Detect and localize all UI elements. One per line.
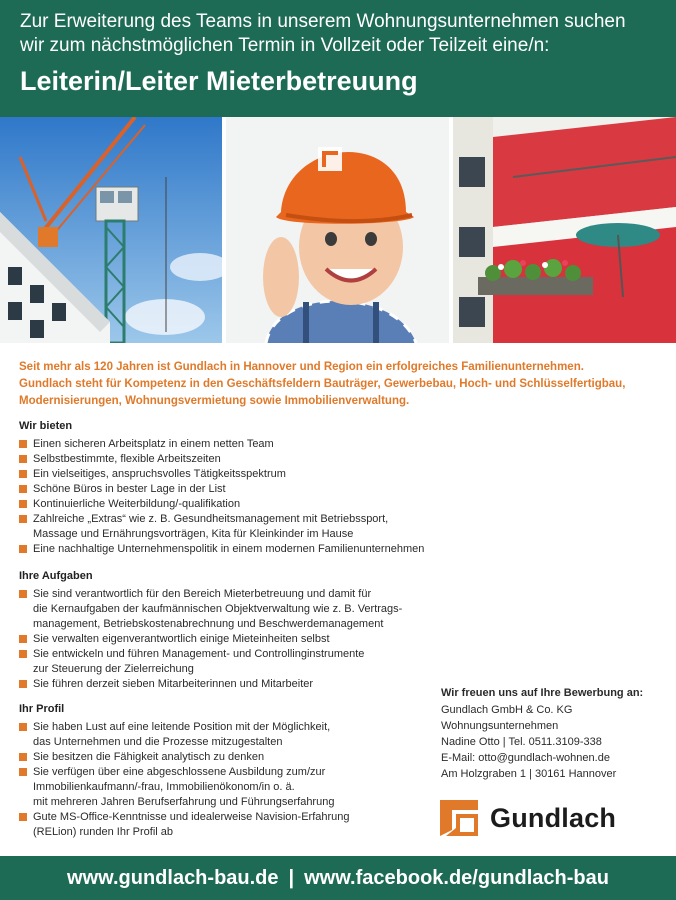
list-item: Sie besitzen die Fähigkeit analytisch zu denken <box>19 750 439 765</box>
contact-company: Gundlach GmbH & Co. KG <box>441 704 573 716</box>
section-wir-bieten <box>19 419 459 557</box>
section-profil <box>19 702 439 840</box>
list-item <box>19 647 459 677</box>
list-item-line: die Kernaufgaben der kaufmännischen Objektverwaltung wie z. B. Vertrags- <box>33 603 403 615</box>
photo-strip <box>0 117 676 343</box>
list-item-line: Massage und Ernährungsvorträgen, Kita für Kleinkinder im Hause <box>33 528 354 540</box>
list-item <box>19 810 439 840</box>
crane-photo <box>0 117 222 343</box>
list-item-line: zur Steuerung der Zielerreichung <box>33 663 194 675</box>
list-item <box>19 512 459 542</box>
list-item-line: Sie sind verantwortlich für den Bereich Mieterbetreuung und damit für <box>33 588 372 600</box>
company-intro-line-2: Gundlach steht für Kompetenz in den Geschäftsfeldern Bauträger, Gewerbebau, Hoch- und Schlüsselfertigbau, <box>19 378 626 390</box>
profile-list <box>19 720 439 840</box>
list-item-line: management, Betriebskostenabrechnung und Beschwerdemanagement <box>33 618 384 630</box>
list-item: Eine nachhaltige Unternehmenspolitik in einem modernen Familienunternehmen <box>19 542 459 557</box>
tasks-list <box>19 587 459 692</box>
contact-email[interactable]: E-Mail: otto@gundlach-wohnen.de <box>441 752 610 764</box>
company-intro-line-1: Seit mehr als 120 Jahren ist Gundlach in Hannover und Region ein erfolgreiches Familienunternehmen. <box>19 361 584 373</box>
footer-separator: | <box>288 867 295 889</box>
intro-line-1: Zur Erweiterung des Teams in unserem Wohnungsunternehmen suchen <box>20 11 626 32</box>
section-heading: Ihre Aufgaben <box>19 570 93 582</box>
section-heading: Ihr Profil <box>19 703 65 715</box>
section-heading: Wir bieten <box>19 420 73 432</box>
logo-wordmark: Gundlach <box>490 803 617 833</box>
list-item <box>19 587 459 632</box>
list-item: Schöne Büros in bester Lage in der List <box>19 482 459 497</box>
gundlach-logo <box>440 800 650 836</box>
list-item-line: (RELion) runden Ihr Profil ab <box>33 826 174 838</box>
gundlach-logo-icon <box>440 800 478 836</box>
list-item-line: Sie haben Lust auf eine leitende Position mit der Möglichkeit, <box>33 721 331 733</box>
list-item <box>19 720 439 750</box>
list-item-line: das Unternehmen und die Prozesse mitzugestalten <box>33 736 283 748</box>
company-intro <box>19 359 659 410</box>
contact-address: Am Holzgraben 1 | 30161 Hannover <box>441 768 617 780</box>
facebook-link[interactable]: www.facebook.de/gundlach-bau <box>304 867 609 889</box>
company-intro-line-3: Modernisierungen, Wohnungsvermietung sowie Immobilienverwaltung. <box>19 395 410 407</box>
list-item-line: mit mehreren Jahren Berufserfahrung und Führungserfahrung <box>33 796 335 808</box>
list-item: Einen sicheren Arbeitsplatz in einem netten Team <box>19 437 459 452</box>
list-item-line: Sie entwickeln und führen Management- und Controllinginstrumente <box>33 648 365 660</box>
intro-text <box>20 10 656 58</box>
list-item: Sie führen derzeit sieben Mitarbeiterinnen und Mitarbeiter <box>19 677 459 692</box>
contact-division: Wohnungsunternehmen <box>441 720 559 732</box>
list-item-line: Sie verfügen über eine abgeschlossene Ausbildung zum/zur <box>33 766 326 778</box>
website-link[interactable]: www.gundlach-bau.de <box>67 867 279 889</box>
intro-line-2: wir zum nächstmöglichen Termin in Vollzeit oder Teilzeit eine/n: <box>20 35 550 56</box>
list-item <box>19 765 439 810</box>
building-balcony-photo <box>453 117 676 343</box>
list-item: Kontinuierliche Weiterbildung/-qualifikation <box>19 497 459 512</box>
contact-heading: Wir freuen uns auf Ihre Bewerbung an: <box>441 687 644 699</box>
benefits-list <box>19 437 459 557</box>
section-aufgaben <box>19 569 459 692</box>
footer-bar <box>0 856 676 900</box>
list-item: Ein vielseitiges, anspruchsvolles Tätigkeitsspektrum <box>19 467 459 482</box>
contact-block <box>441 685 661 782</box>
list-item: Selbstbestimmte, flexible Arbeitszeiten <box>19 452 459 467</box>
list-item-line: Gute MS-Office-Kenntnisse und idealerweise Navision-Erfahrung <box>33 811 350 823</box>
list-item-line: Zahlreiche „Extras“ wie z. B. Gesundheitsmanagement mit Betriebssport, <box>33 513 389 525</box>
child-helmet-photo <box>226 117 449 343</box>
contact-person-phone[interactable]: Nadine Otto | Tel. 0511.3109-338 <box>441 736 602 748</box>
job-title: Leiterin/Leiter Mieterbetreuung <box>20 66 418 96</box>
header-banner <box>0 0 676 117</box>
list-item-line: Immobilienkaufmann/-frau, Immobilienökonom/in o. ä. <box>33 781 295 793</box>
list-item: Sie verwalten eigenverantwortlich einige Mieteinheiten selbst <box>19 632 459 647</box>
